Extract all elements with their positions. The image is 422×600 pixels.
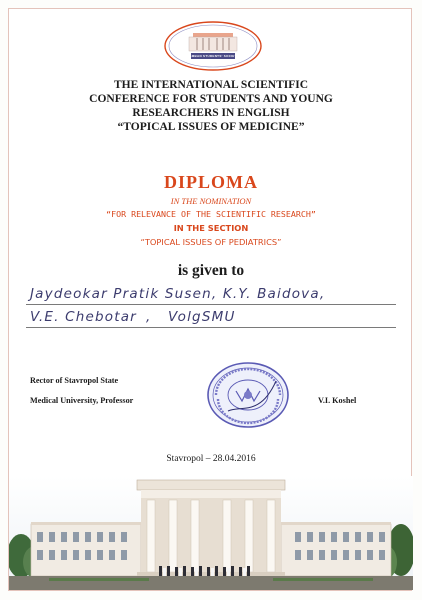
section-name: “TOPICAL ISSUES OF PEDIATRICS” (140, 237, 282, 247)
recipient-separator: , (146, 309, 152, 325)
recipient-underline-2 (26, 327, 396, 328)
recipient-organization: VolgSMU (168, 309, 236, 325)
diploma-heading: DIPLOMA (164, 172, 258, 192)
rector-title-line-1: Rector of Stavropol State (30, 376, 119, 385)
conference-title-line: CONFERENCE FOR STUDENTS AND YOUNG (89, 93, 333, 105)
given-to-text: is given to (177, 262, 245, 279)
university-logo (163, 20, 263, 72)
conference-title (40, 78, 382, 134)
conference-title-line: RESEARCHERS IN ENGLISH (132, 107, 290, 119)
rector-title-line-2: Medical University, Professor (30, 396, 134, 405)
conference-title-line: THE INTERNATIONAL SCIENTIFIC (113, 79, 309, 91)
signer-name: V.I. Koshel (318, 396, 357, 405)
nomination-label: IN THE NOMINATION (170, 196, 252, 206)
place-and-date: Stavropol – 28.04.2016 (166, 454, 256, 464)
recipient-name: V.E. Chebotar (30, 309, 137, 325)
nomination-name: “FOR RELEVANCE OF THE SCIENTIFIC RESEARCH” (106, 209, 316, 219)
recipient-names-line-1: Jaydeokar Pratik Susen, K.Y. Baidova, (30, 286, 326, 302)
conference-title-line: “TOPICAL ISSUES OF MEDICINE” (117, 121, 305, 133)
university-building-photo (9, 476, 413, 590)
logo-caption: ASMBAN STUDENTS' SOCIETY (186, 54, 240, 58)
university-seal-stamp (206, 361, 290, 429)
section-label: IN THE SECTION (173, 223, 249, 233)
recipient-underline-1 (26, 304, 396, 305)
